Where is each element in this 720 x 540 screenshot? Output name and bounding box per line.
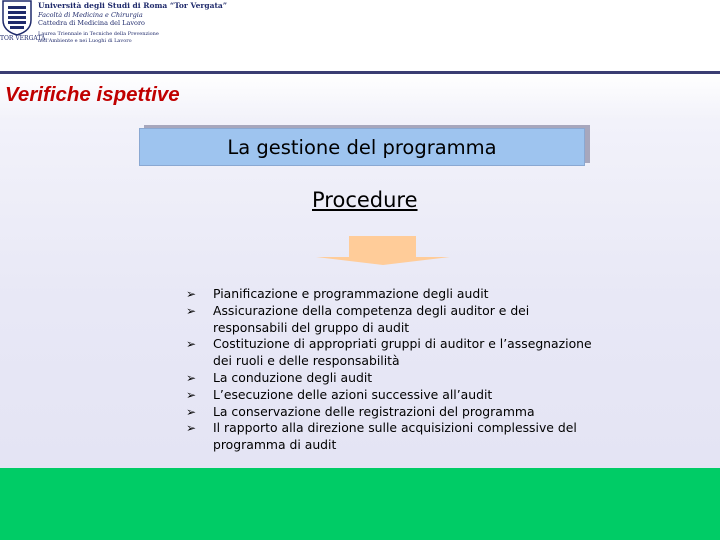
course-line-1: Laurea Triennale in Tecniche della Prevenzione (38, 31, 159, 37)
university-name: Università degli Studi di Roma “Tor Vergata” (38, 1, 228, 10)
arrowhead-bullet-icon: ➢ (186, 370, 197, 385)
procedure-list (186, 286, 596, 454)
arrowhead-bullet-icon: ➢ (186, 287, 197, 301)
list-item-text: La conservazione delle registrazioni del programma (213, 403, 535, 419)
arrowhead-bullet-icon: ➢ (186, 404, 197, 419)
down-arrow-icon (316, 236, 450, 268)
list-item (186, 420, 596, 454)
list-item-text: La conduzione degli audit (213, 369, 373, 385)
section-title: Verifiche ispettive (5, 83, 180, 106)
department-name: Cattedra di Medicina del Lavoro (38, 19, 145, 27)
header-rule (0, 71, 720, 74)
faculty-name: Facoltà di Medicina e Chirurgia (38, 11, 143, 19)
arrowhead-bullet-icon: ➢ (186, 387, 197, 402)
arrowhead-bullet-icon: ➢ (186, 303, 197, 318)
list-item-text: Costituzione di appropriati gruppi di auditor e l’assegnazione dei ruoli e delle responsabilità (213, 336, 592, 369)
arrowhead-bullet-icon: ➢ (186, 337, 197, 352)
footer-band (0, 468, 720, 540)
list-item (186, 370, 596, 387)
course-line-2: nell'Ambiente e nei Luoghi di Lavoro (38, 38, 132, 44)
list-item-text: L’esecuzione delle azioni successive all’audit (213, 386, 493, 402)
list-item (186, 387, 596, 404)
slide-header (0, 0, 720, 72)
list-item-text: Il rapporto alla direzione sulle acquisizioni complessive del programma di audit (213, 420, 577, 453)
list-item-text: Pianificazione e programmazione degli audit (213, 286, 489, 301)
logo-caption: TOR VERGATA (0, 35, 46, 42)
list-item-text: Assicurazione della competenza degli auditor e dei responsabili del gruppo di audit (213, 302, 530, 335)
procedure-heading: Procedure (312, 188, 418, 212)
list-item (186, 286, 596, 303)
topic-banner: La gestione del programma (139, 128, 585, 166)
list-item (186, 303, 596, 337)
list-item (186, 336, 596, 370)
arrowhead-bullet-icon: ➢ (186, 421, 197, 436)
list-item (186, 404, 596, 421)
